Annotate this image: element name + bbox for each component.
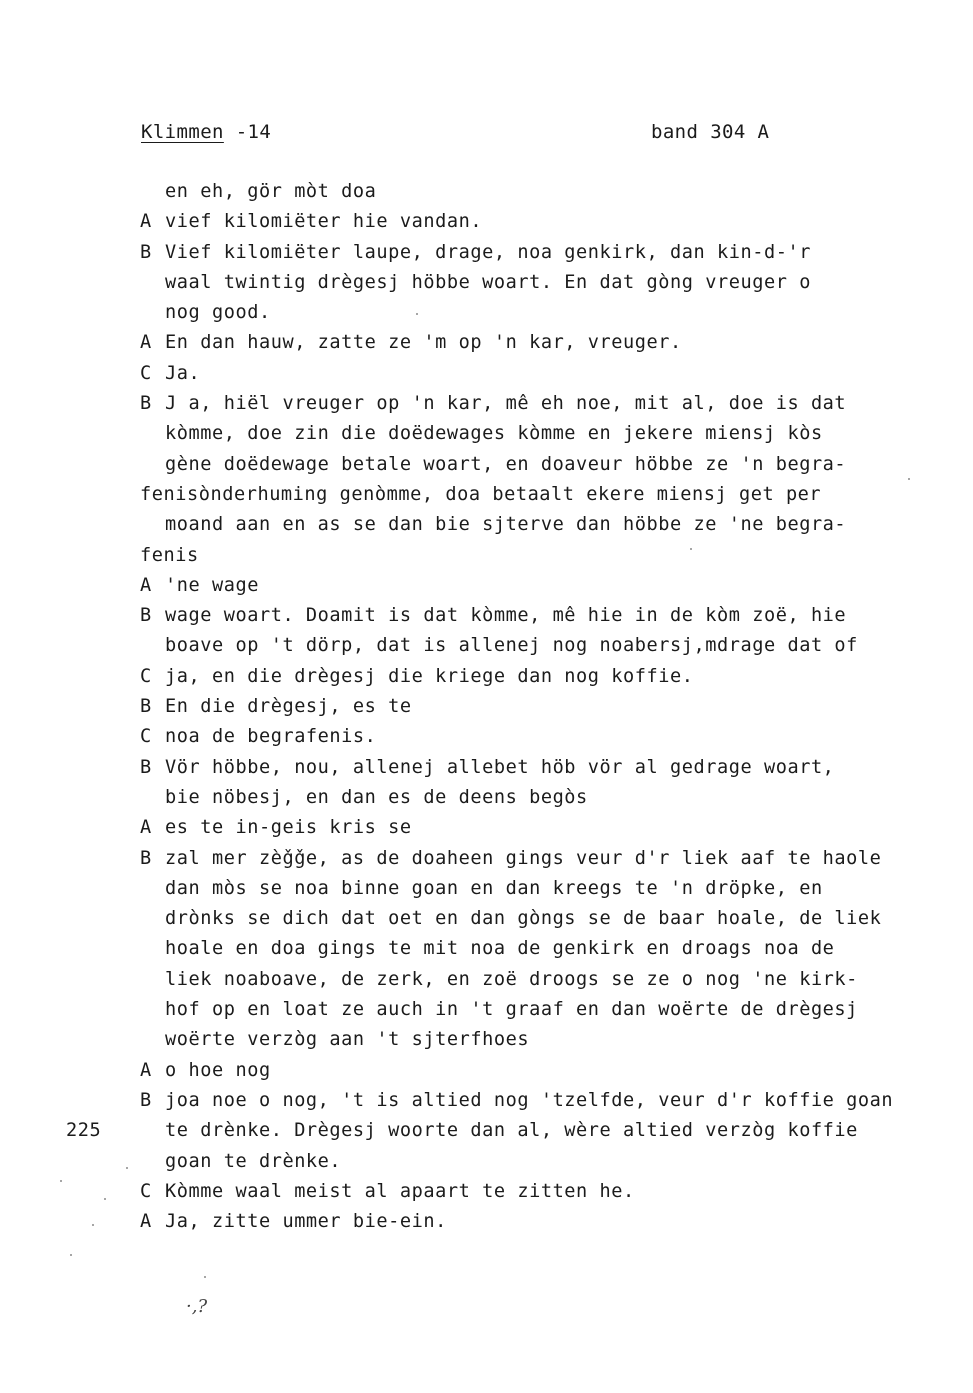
transcript-line bbox=[0, 995, 973, 1025]
transcript-line bbox=[0, 662, 973, 692]
scan-speck bbox=[104, 1198, 106, 1200]
line-text: kòmme, doe zin die doëdewages kòmme en jekere miensj kòs bbox=[165, 423, 823, 445]
transcript-line bbox=[0, 965, 973, 995]
transcript-line bbox=[0, 753, 973, 783]
transcript-line bbox=[0, 389, 973, 419]
line-text: zal mer zèǧǧe, as de doaheen gings veur d'r liek aaf te haole bbox=[165, 847, 882, 869]
scan-speck bbox=[416, 313, 418, 315]
speaker-label: A bbox=[140, 1059, 152, 1081]
transcript-line bbox=[0, 813, 973, 843]
line-text: En die drègesj, es te bbox=[165, 696, 412, 718]
transcript-line bbox=[0, 783, 973, 813]
scan-speck bbox=[204, 1276, 206, 1278]
scan-speck bbox=[60, 1180, 62, 1182]
transcript-body bbox=[0, 177, 973, 1237]
line-text: fenisònderhuming genòmme, doa betaalt ekere miensj get per bbox=[140, 483, 822, 505]
page-header-band: band 304 A bbox=[651, 121, 770, 143]
line-text: En dan hauw, zatte ze 'm op 'n kar, vreuger. bbox=[165, 332, 682, 354]
line-text: o hoe nog bbox=[165, 1059, 271, 1081]
line-text: drònks se dich dat oet en dan gòngs se de baar hoale, de liek bbox=[165, 908, 882, 930]
speaker-label: B bbox=[140, 1089, 152, 1111]
line-text: boave op 't dörp, dat is allenej nog noabersj,mdrage dat of bbox=[165, 635, 858, 657]
line-text: waal twintig drègesj höbbe woart. En dat gòng vreuger o bbox=[165, 271, 811, 293]
line-text: gène doëdewage betale woart, en doaveur höbbe ze 'n begra- bbox=[165, 453, 847, 475]
speaker-label: A bbox=[140, 574, 152, 596]
transcript-line bbox=[0, 631, 973, 661]
speaker-label: A bbox=[140, 817, 152, 839]
speaker-label: B bbox=[140, 756, 152, 778]
transcript-line bbox=[0, 328, 973, 358]
transcript-line bbox=[0, 934, 973, 964]
line-text: woërte verzòg aan 't sjterfhoes bbox=[165, 1029, 530, 1051]
line-text: hoale en doa gings te mit noa de genkirk en droags noa de bbox=[165, 938, 835, 960]
scan-speck bbox=[92, 1224, 94, 1226]
speaker-label: A bbox=[140, 332, 152, 354]
line-text: Kòmme waal meist al apaart te zitten he. bbox=[165, 1180, 635, 1202]
line-text: moand aan en as se dan bie sjterve dan höbbe ze 'ne begra- bbox=[165, 514, 847, 536]
transcript-line bbox=[0, 844, 973, 874]
line-text: ja, en die drègesj die kriege dan nog koffie. bbox=[165, 665, 694, 687]
line-text: J a, hiël vreuger op 'n kar, mê eh noe, mit al, doe is dat bbox=[165, 393, 847, 415]
transcript-line bbox=[0, 904, 973, 934]
transcript-line bbox=[0, 874, 973, 904]
scan-speck bbox=[908, 478, 910, 480]
line-text: fenis bbox=[140, 544, 199, 566]
transcript-line bbox=[0, 1025, 973, 1055]
transcript-line bbox=[0, 1086, 973, 1116]
scan-speck bbox=[126, 1167, 128, 1169]
transcript-line bbox=[0, 359, 973, 389]
line-text: en eh, gör mòt doa bbox=[165, 181, 377, 202]
line-text: dan mòs se noa binne goan en dan kreegs te 'n dröpke, en bbox=[165, 877, 823, 899]
speaker-label: B bbox=[140, 847, 152, 869]
speaker-label: B bbox=[140, 696, 152, 718]
transcript-line bbox=[0, 238, 973, 268]
transcript-line bbox=[0, 571, 973, 601]
line-text: nog good. bbox=[165, 302, 271, 324]
line-text: Vör höbbe, nou, allenej allebet höb vör al gedrage woart, bbox=[165, 756, 835, 778]
line-text: 'ne wage bbox=[165, 574, 259, 596]
transcript-line bbox=[0, 268, 973, 298]
line-text: vief kilomiëter hie vandan. bbox=[165, 211, 483, 233]
transcript-line bbox=[0, 298, 973, 328]
transcript-line bbox=[0, 1056, 973, 1086]
speaker-label: B bbox=[140, 393, 152, 415]
transcript-line bbox=[0, 541, 973, 571]
line-text: hof op en loat ze auch in 't graaf en dan woërte de drègesj bbox=[165, 999, 858, 1021]
transcript-line bbox=[0, 1207, 973, 1237]
line-text: Ja, zitte ummer bie-ein. bbox=[165, 1211, 447, 1233]
speaker-label: A bbox=[140, 211, 152, 233]
header-place-name: Klimmen bbox=[141, 121, 224, 143]
page-header-title bbox=[141, 118, 271, 146]
transcript-line bbox=[0, 510, 973, 540]
transcript-line bbox=[0, 692, 973, 722]
line-text: noa de begrafenis. bbox=[165, 726, 377, 748]
transcript-line bbox=[0, 1116, 973, 1146]
transcript-line bbox=[0, 1177, 973, 1207]
transcript-line bbox=[0, 1147, 973, 1177]
transcript-line bbox=[0, 601, 973, 631]
line-number: 225 bbox=[66, 1120, 102, 1142]
line-text: wage woart. Doamit is dat kòmme, mê hie in de kòm zoë, hie bbox=[165, 605, 847, 627]
speaker-label: A bbox=[140, 1211, 152, 1233]
scan-speck bbox=[70, 1254, 72, 1256]
transcript-line bbox=[0, 722, 973, 752]
speaker-label: B bbox=[140, 241, 152, 263]
line-text: joa noe o nog, 't is altied nog 'tzelfde, veur d'r koffie goan bbox=[165, 1089, 894, 1111]
speaker-label: C bbox=[140, 1180, 152, 1202]
transcript-line bbox=[0, 480, 973, 510]
line-text: es te in-geis kris se bbox=[165, 817, 412, 839]
speaker-label: C bbox=[140, 665, 152, 687]
header-page-number: -14 bbox=[223, 121, 272, 143]
transcript-line bbox=[0, 177, 973, 207]
transcript-line bbox=[0, 450, 973, 480]
line-text: liek noaboave, de zerk, en zoë droogs se ze o nog 'ne kirk- bbox=[165, 968, 858, 990]
transcript-line bbox=[0, 419, 973, 449]
line-text: Vief kilomiëter laupe, drage, noa genkirk, dan kin-d-'r bbox=[165, 241, 811, 263]
line-text: goan te drènke. bbox=[165, 1150, 342, 1172]
footer-mark: ·,? bbox=[186, 1296, 208, 1317]
line-text: bie nöbesj, en dan es de deens begòs bbox=[165, 786, 588, 808]
line-text: te drènke. Drègesj woorte dan al, wère altied verzòg koffie bbox=[165, 1120, 858, 1142]
speaker-label: B bbox=[140, 605, 152, 627]
transcript-line bbox=[0, 207, 973, 237]
line-text: Ja. bbox=[165, 362, 201, 384]
speaker-label: C bbox=[140, 726, 152, 748]
speaker-label: C bbox=[140, 362, 152, 384]
scan-speck bbox=[690, 548, 692, 550]
